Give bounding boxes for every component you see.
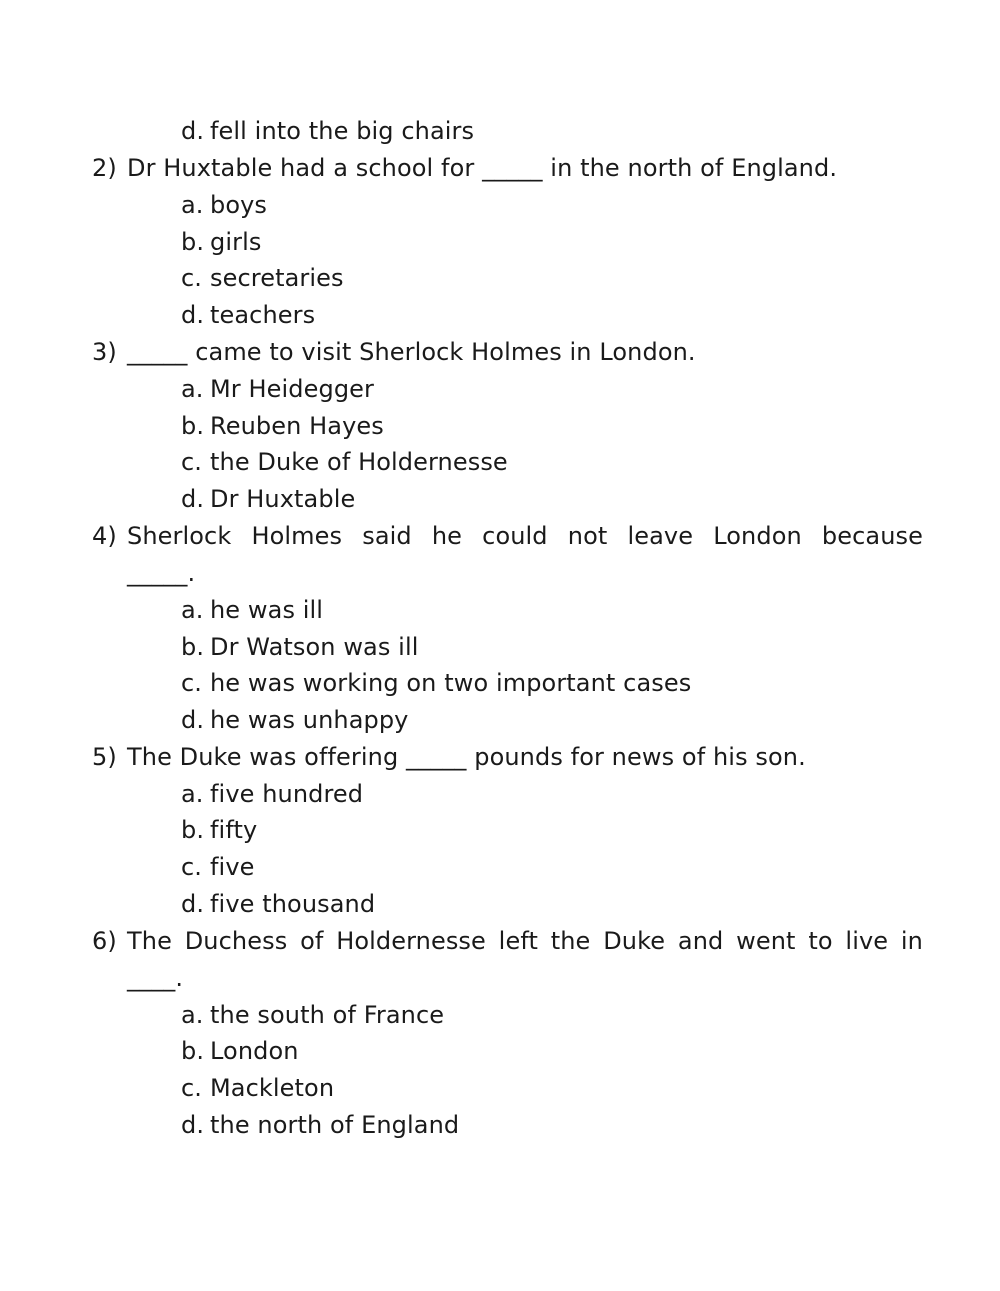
option-letter: a. [181,780,204,808]
question-number: 3) [92,338,117,366]
option-text: the north of England [210,1111,460,1139]
question-number: 5) [92,743,117,771]
option-letter: c. [181,448,203,476]
option-text: five [210,853,255,881]
option-text: teachers [210,301,316,329]
question-text: _____ came to visit Sherlock Holmes in London. [127,338,696,366]
question-continuation: ____. [127,964,184,992]
option-letter: b. [181,1037,205,1065]
option-text: boys [210,191,268,219]
option-letter: b. [181,412,205,440]
option-text: five thousand [210,890,376,918]
option-text: fifty [210,816,258,844]
option-letter: c. [181,669,203,697]
option-letter: a. [181,375,204,403]
option-text: Mackleton [210,1074,335,1102]
option-letter: d. [181,890,205,918]
option-letter: b. [181,816,205,844]
question-number: 2) [92,154,117,182]
question-number: 4) [92,522,117,550]
option-text: the south of France [210,1001,445,1029]
question-number: 6) [92,927,117,955]
option-letter: b. [181,228,205,256]
option-text: London [210,1037,299,1065]
option-text: Dr Huxtable [210,485,356,513]
option-text: Dr Watson was ill [210,633,419,661]
option-letter: c. [181,853,203,881]
option-letter: d. [181,301,205,329]
option-text: Mr Heidegger [210,375,374,403]
option-text: fell into the big chairs [210,117,475,145]
question-text: The Duchess of Holdernesse left the Duke and went to live in [127,927,923,955]
option-letter: c. [181,264,203,292]
option-letter: d. [181,485,205,513]
question-continuation: _____. [127,559,196,587]
option-letter: a. [181,596,204,624]
option-text: the Duke of Holdernesse [210,448,508,476]
option-letter: d. [181,1111,205,1139]
option-text: Reuben Hayes [210,412,384,440]
option-text: he was working on two important cases [210,669,692,697]
option-text: girls [210,228,262,256]
option-text: he was unhappy [210,706,409,734]
option-letter: a. [181,191,204,219]
question-text: Sherlock Holmes said he could not leave London because [127,522,923,550]
option-letter: c. [181,1074,203,1102]
option-letter: b. [181,633,205,661]
option-text: secretaries [210,264,344,292]
question-text: The Duke was offering _____ pounds for news of his son. [127,743,806,771]
option-letter: a. [181,1001,204,1029]
option-text: he was ill [210,596,324,624]
option-letter: d. [181,706,205,734]
question-text: Dr Huxtable had a school for _____ in the north of England. [127,154,838,182]
option-text: five hundred [210,780,364,808]
option-letter: d. [181,117,205,145]
